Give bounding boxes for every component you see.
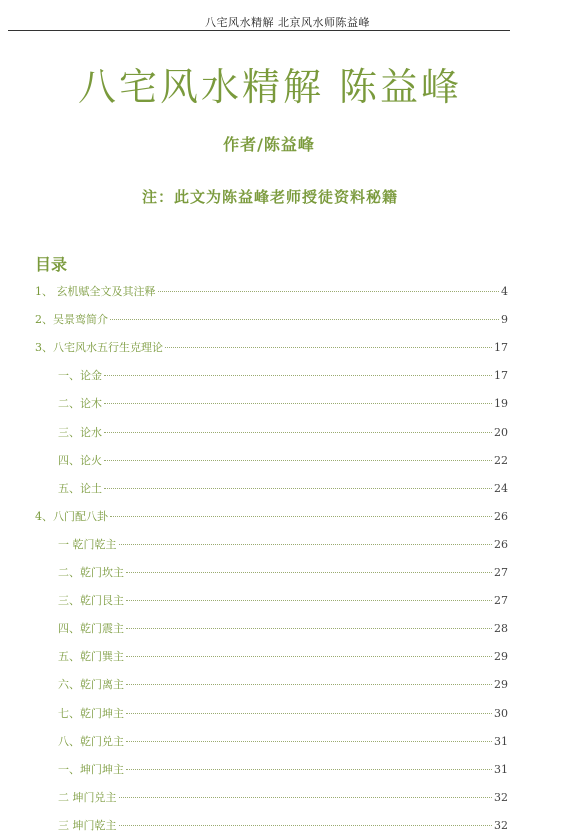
- toc-entry-page-number: 32: [494, 818, 508, 832]
- toc-entry[interactable]: [58, 592, 508, 612]
- toc-entry-label: 二、论木: [58, 397, 102, 411]
- toc-leader-dots: [126, 713, 492, 714]
- toc-leader-dots: [119, 825, 493, 826]
- document-author: 作者/陈益峰: [223, 135, 315, 154]
- toc-entry-label: 四、乾门震主: [58, 622, 124, 636]
- toc-leader-dots: [126, 628, 492, 629]
- toc-entry-label: 三、乾门艮主: [58, 594, 124, 608]
- toc-leader-dots: [126, 741, 492, 742]
- toc-entry-label: 1、 玄机赋全文及其注释: [35, 285, 156, 298]
- toc-entry[interactable]: [58, 564, 508, 584]
- toc-entry-page-number: 28: [494, 622, 508, 636]
- toc-entry[interactable]: [58, 648, 508, 668]
- toc-entry[interactable]: [35, 283, 508, 303]
- document-note: 注：此文为陈益峰老师授徒资料秘籍: [141, 188, 398, 206]
- toc-entry-page-number: 31: [494, 734, 508, 748]
- toc-leader-dots: [119, 544, 493, 545]
- toc-entry-label: 二 坤门兑主: [58, 790, 117, 804]
- toc-entry-label: 五、乾门巽主: [58, 650, 124, 664]
- toc-entry-page-number: 20: [494, 425, 508, 439]
- toc-leader-dots: [126, 656, 492, 657]
- toc-entry-label: 七、乾门坤主: [58, 706, 124, 720]
- toc-entry-page-number: 27: [494, 566, 508, 579]
- toc-entry[interactable]: [35, 508, 508, 528]
- toc-entry-page-number: 26: [494, 537, 508, 551]
- toc-entry-page-number: 31: [494, 762, 508, 776]
- toc-entry[interactable]: [58, 676, 508, 696]
- toc-heading: 目录: [35, 255, 68, 274]
- toc-entry-label: 八、乾门兑主: [58, 734, 124, 748]
- toc-leader-dots: [126, 572, 492, 573]
- page-header: 八宅风水精解 北京风水师陈益峰: [205, 16, 370, 29]
- toc-entry[interactable]: [58, 395, 508, 415]
- toc-leader-dots: [104, 403, 492, 404]
- toc-entry[interactable]: [58, 452, 508, 472]
- toc-entry-page-number: 4: [501, 285, 508, 298]
- toc-leader-dots: [158, 291, 500, 292]
- toc-entry[interactable]: [58, 761, 508, 781]
- toc-entry-page-number: 22: [494, 453, 508, 467]
- toc-leader-dots: [110, 516, 492, 517]
- toc-entry[interactable]: [58, 620, 508, 640]
- toc-entry-page-number: 24: [494, 481, 508, 495]
- toc-entry-page-number: 17: [494, 341, 508, 355]
- toc-leader-dots: [104, 375, 492, 376]
- toc-entry-page-number: 9: [501, 313, 508, 327]
- toc-entry-label: 三、论水: [58, 425, 102, 439]
- toc-entry-label: 六、乾门离主: [58, 678, 124, 692]
- toc-leader-dots: [104, 432, 492, 433]
- toc-entry-label: 四、论火: [58, 453, 102, 467]
- toc-leader-dots: [110, 319, 499, 320]
- toc-entry[interactable]: [58, 705, 508, 725]
- toc-entry-page-number: 19: [494, 397, 508, 411]
- toc-entry-page-number: 17: [494, 369, 508, 383]
- toc-leader-dots: [104, 488, 492, 489]
- toc-entry[interactable]: [58, 789, 508, 809]
- toc-entry[interactable]: [58, 480, 508, 500]
- toc-entry-label: 一、论金: [58, 369, 102, 383]
- toc-entry-label: 二、乾门坎主: [58, 566, 124, 579]
- toc-leader-dots: [104, 460, 492, 461]
- header-divider: [8, 30, 510, 31]
- toc-leader-dots: [165, 347, 492, 348]
- toc-entry-page-number: 26: [494, 509, 508, 523]
- toc-entry-page-number: 30: [494, 706, 508, 720]
- toc-entry-page-number: 29: [494, 650, 508, 664]
- toc-entry[interactable]: [58, 536, 508, 556]
- document-title: 八宅风水精解 陈益峰: [77, 65, 463, 109]
- toc-leader-dots: [119, 797, 493, 798]
- toc-entry-page-number: 29: [494, 678, 508, 692]
- toc-leader-dots: [126, 769, 492, 770]
- toc-entry[interactable]: [58, 733, 508, 753]
- toc-entry-page-number: 32: [494, 790, 508, 804]
- toc-entry-label: 2、吴景鸾简介: [35, 313, 108, 327]
- toc-entry-label: 三 坤门乾主: [58, 818, 117, 832]
- toc-entry[interactable]: [35, 311, 508, 331]
- toc-entry-label: 五、论土: [58, 481, 102, 495]
- toc-entry-label: 4、八门配八卦: [35, 509, 108, 523]
- toc-entry-label: 3、八宅风水五行生克理论: [35, 341, 163, 355]
- toc-entry[interactable]: [35, 339, 508, 359]
- toc-entry-page-number: 27: [494, 594, 508, 608]
- toc-entry[interactable]: [58, 424, 508, 444]
- toc-leader-dots: [126, 600, 492, 601]
- toc-entry[interactable]: [58, 817, 508, 835]
- toc-entry[interactable]: [58, 367, 508, 387]
- toc-entry-label: 一、坤门坤主: [58, 762, 124, 776]
- toc-entry-label: 一 乾门乾主: [58, 537, 117, 551]
- toc-leader-dots: [126, 684, 492, 685]
